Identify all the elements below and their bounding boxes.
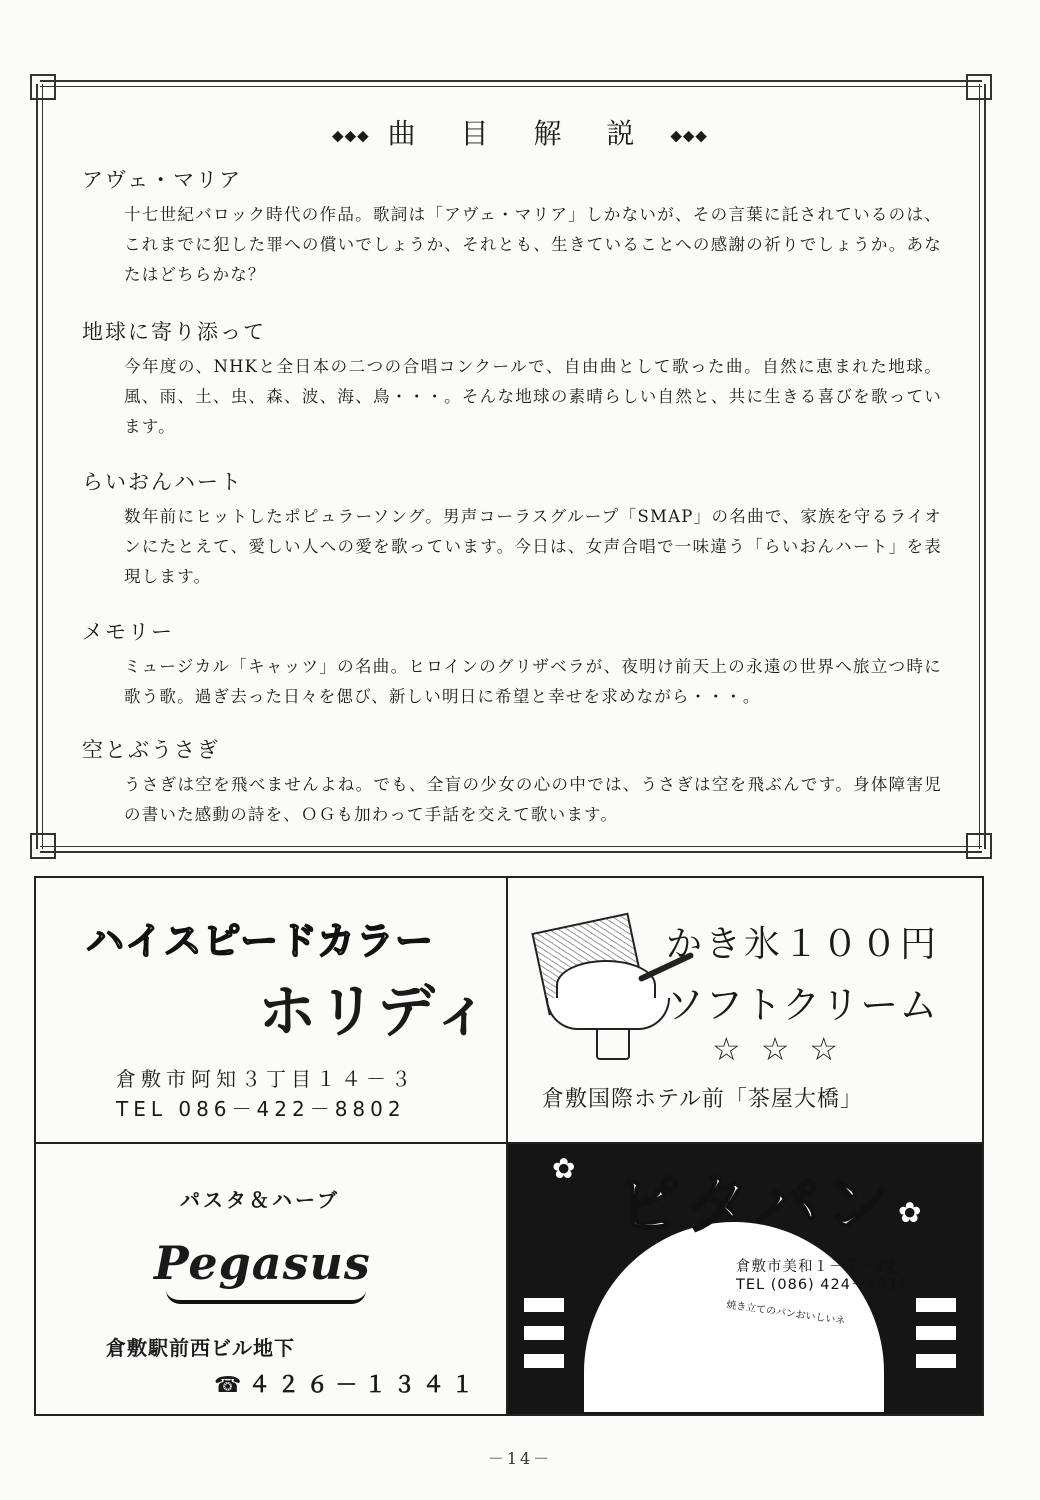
bakery-contact [736,1258,907,1294]
chaya-location: 倉敷国際ホテル前「茶屋大橋」 [542,1087,863,1112]
song-title: アヴェ・マリア [82,168,243,192]
ornament-right: ◆◆◆ [670,126,708,145]
bowl-icon [546,998,670,1030]
song-description: 数年前にヒットしたポピュラーソング。男声コーラスグループ「SMAP」の名曲で、家族を守るライオンにたとえて、愛しい人への愛を歌っています。今日は、女声合唱で一味違う「らいおんハート」を表現します。 [124,507,942,586]
pegasus-address: 倉敷駅前西ビル地下 [106,1336,295,1360]
bakery-step [524,1298,564,1312]
song-entry [82,616,942,712]
song-description: 十七世紀バロック時代の作品。歌詞は「アヴェ・マリア」しかないが、その言葉に託されているのは、これまでに犯した罪への償いでしょうか、それとも、生きていることへの感謝の祈りでしょうか。あなたはどちらかな？ [124,205,942,284]
bakery-step [524,1326,564,1340]
song-title: 空とぶうさぎ [82,738,220,762]
song-description: ミュージカル「キャッツ」の名曲。ヒロインのグリザベラが、夜明け前天上の永遠の世界へ旅立つ時に歌う歌。過ぎ去った日々を偲び、新しい明日に希望と幸せを求めながら・・・。 [124,657,942,706]
pegasus-swoosh [166,1290,366,1304]
song-title: メモリー [82,620,174,644]
page-number: －14－ [487,1449,553,1468]
bakery-step [916,1354,956,1368]
pegasus-tel: ☎４２６－１３４１ [214,1373,481,1398]
song-title: らいおんハート [82,470,243,494]
bakery-step [524,1354,564,1368]
song-entry [82,164,942,290]
bakery-logo: ピタパン [616,1169,896,1243]
holiday-tagline: ハイスピードカラー [86,919,434,963]
ads-grid [34,876,984,1416]
song-description: うさぎは空を飛べませんよね。でも、全盲の少女の心の中では、うさぎは空を飛ぶんです。身体障害児の書いた感動の詩を、ＯＧも加わって手話を交えて歌います。 [124,775,942,824]
bakery-address: 倉敷市美和１－７－22 [736,1259,896,1275]
ornament-left: ◆◆◆ [332,126,370,145]
chaya-kakigori: かき氷１００円 [666,924,940,965]
holiday-name: ホリディ [258,977,493,1045]
song-title: 地球に寄り添って [82,320,266,344]
holiday-tel: TEL 086－422－8802 [116,1097,406,1121]
pegasus-logo: Pegasus [154,1236,371,1290]
song-entry [82,466,942,592]
bowl-stem-icon [596,1028,630,1060]
song-entry [82,316,942,442]
chaya-softcream: ソフトクリーム [666,983,939,1027]
song-entry [82,734,942,830]
bakery-step [916,1326,956,1340]
notes-heading [0,112,1040,152]
pegasus-subtitle: パスタ＆ハーブ [180,1188,340,1212]
bakery-tel: TEL (086) 424－4034 [736,1277,908,1293]
flower-icon: ✿ [898,1196,922,1229]
holiday-address: 倉敷市阿知３丁目１４－３ [116,1067,416,1091]
notes-title: 曲 目 解 説 [387,117,653,150]
holiday-contact [116,1064,416,1124]
bakery-step [916,1298,956,1312]
chaya-stars: ☆☆☆ [712,1030,859,1068]
bakery-note: 焼き立てのパンおいしいネ [725,1299,846,1328]
song-description: 今年度の、NHKと全日本の二つの合唱コンクールで、自由曲として歌った曲。自然に恵まれた地球。風、雨、土、虫、森、波、海、鳥・・・。そんな地球の素晴らしい自然と、共に生きる喜びを歌っています。 [124,357,942,436]
flower-icon: ✿ [552,1152,576,1185]
